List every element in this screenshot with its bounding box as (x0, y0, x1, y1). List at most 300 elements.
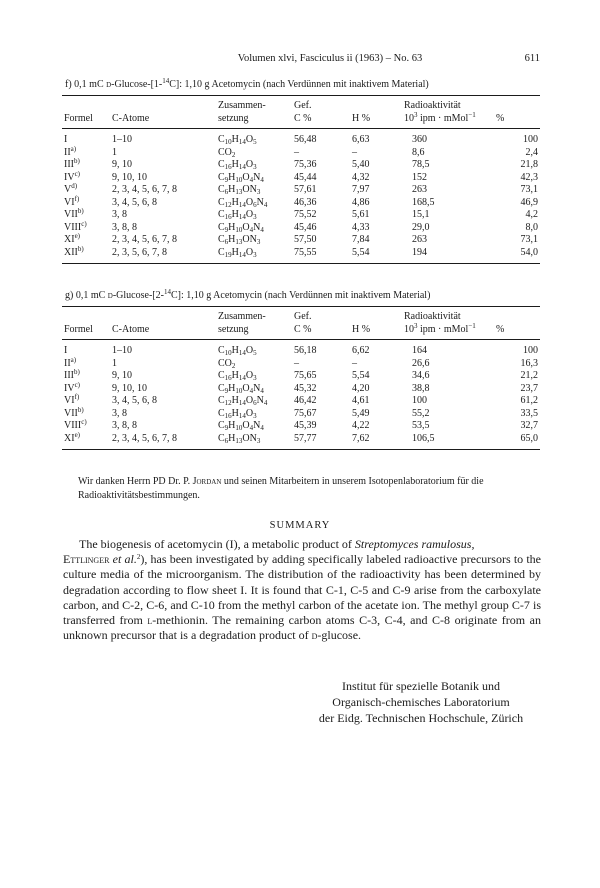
caption-text: -Glucose-[2- (112, 290, 164, 301)
cell-formula (216, 370, 292, 383)
cell-pct: 100 (523, 345, 538, 356)
formula-count: 9 (224, 225, 229, 234)
formula-element: O (245, 246, 254, 258)
cell-h-pct: 4,20 (352, 382, 370, 394)
cell-c-atome: 2, 3, 4, 5, 6, 7, 8 (112, 184, 177, 195)
table-row (62, 420, 540, 433)
formel-numeral: IV (64, 382, 75, 394)
cell-c-pct: 45,44 (294, 171, 317, 183)
cell-formel (62, 355, 110, 371)
affiliation (296, 678, 546, 726)
journal-citation: Volumen xlvi, Fasciculus ii (1963) – No. 63 (237, 53, 423, 64)
formel-numeral: XII (64, 246, 78, 258)
header-c-pct: C % (292, 113, 350, 129)
formula-count: 3 (253, 250, 257, 259)
formula-element: H (231, 134, 239, 145)
cell-pct: 8,0 (525, 221, 538, 233)
formula-element: H (231, 209, 239, 220)
cell-h-pct: 7,84 (352, 234, 370, 245)
cell-h-pct: 5,54 (350, 247, 402, 264)
ipm-unit: ipm · mMol (417, 112, 469, 124)
formula-count: 4 (263, 200, 268, 209)
caption-text: -Glucose-[1- (111, 79, 163, 90)
table-row (62, 147, 540, 160)
cell-ipm: 38,8 (412, 382, 430, 394)
cell-ipm: 106,5 (402, 433, 494, 450)
formula-count: 4 (249, 386, 254, 395)
cell-c-atome: 9, 10 (112, 159, 132, 170)
formel-numeral: VIII (64, 420, 82, 431)
header-blank (494, 307, 540, 324)
header-h-pct: H % (350, 113, 402, 129)
cell-formula (216, 184, 292, 197)
cell-ipm: 15,1 (412, 209, 430, 220)
cell-h-pct: 5,54 (352, 370, 370, 381)
formula-element: H (231, 246, 239, 258)
formel-numeral: VI (64, 196, 75, 208)
cell-formula (216, 172, 292, 185)
formula-count: 12 (224, 200, 232, 209)
cell-formula (216, 234, 292, 247)
formula-element: N (256, 395, 264, 406)
cell-c-pct: 56,18 (294, 345, 317, 356)
formula-count: 3 (253, 163, 257, 171)
summary-text: -glucose. (317, 628, 362, 643)
formula-count: 14 (238, 399, 246, 407)
table-f-caption (65, 79, 429, 90)
cell-formel (62, 340, 110, 358)
cell-h-pct: 5,61 (352, 209, 370, 220)
cell-c-atome: 1–10 (112, 345, 132, 356)
cell-c-atome: 3, 4, 5, 6, 8 (112, 395, 157, 406)
formel-numeral: II (64, 357, 71, 369)
cell-c-atome: 9, 10 (112, 370, 132, 381)
summary-title: SUMMARY (269, 520, 331, 531)
formula-count: 14 (238, 250, 246, 259)
formel-numeral: I (64, 345, 68, 356)
cell-c-atome: 1 (112, 146, 117, 158)
cell-c-pct: 56,48 (294, 134, 317, 145)
cell-ipm: 164 (412, 345, 427, 356)
cell-ipm: 263 (412, 234, 427, 245)
formula-element: C (218, 134, 225, 145)
formel-footnote: f) (74, 194, 80, 203)
header-blank (62, 96, 110, 113)
cell-pct: 65,0 (494, 433, 540, 450)
formula-element: C (218, 246, 225, 258)
table-f (62, 95, 540, 264)
formula-element: O (245, 345, 254, 356)
header-gef: Gef. (292, 307, 350, 324)
cell-h-pct: 5,40 (352, 159, 370, 170)
formula-count: 13 (235, 436, 243, 445)
formula-count: 9 (224, 175, 229, 184)
cell-c-atome: 3, 4, 5, 6, 8 (112, 196, 157, 208)
cell-pct: 46,9 (520, 196, 538, 208)
formula-element: N (253, 221, 261, 233)
formula-count: 4 (260, 424, 264, 432)
ipm-exp: 3 (414, 321, 418, 330)
formula-count: 14 (238, 200, 246, 209)
formel-numeral: VIII (64, 221, 82, 233)
formula-element: H (231, 196, 239, 208)
cell-formula (216, 383, 292, 396)
header-blank (350, 96, 402, 113)
cell-h-pct: – (352, 357, 357, 369)
cell-c-pct: 46,42 (294, 395, 317, 406)
formula-element: O (245, 159, 254, 170)
cell-pct: 21,2 (520, 370, 538, 381)
cell-formula (216, 159, 292, 172)
formula-element: C (218, 370, 225, 381)
species-name: Streptomyces ramulosus, (354, 537, 475, 551)
cell-c-atome: 9, 10, 10 (112, 171, 147, 183)
table-row (62, 172, 540, 185)
cell-h-pct: 4,61 (352, 395, 370, 406)
cell-h-pct: 5,49 (352, 407, 370, 419)
cell-formel (62, 244, 110, 264)
formula-count: 6 (224, 436, 229, 445)
formula-count: 9 (224, 424, 229, 432)
formel-footnote: c) (81, 418, 87, 426)
header-ipm (402, 321, 494, 340)
header-zusammen: Zusammen- (216, 96, 292, 113)
formel-footnote: b) (77, 207, 84, 215)
formel-footnote: b) (77, 405, 84, 414)
cell-formel (62, 219, 110, 235)
formula-element: O (245, 370, 254, 381)
formula-element: C (218, 345, 225, 356)
formula-element: O (242, 382, 250, 394)
ipm-exp: 3 (414, 110, 418, 119)
formula-element: O (242, 420, 250, 431)
author-name: Ettlinger (63, 552, 110, 567)
formula-count: 4 (249, 175, 254, 184)
cell-c-atome: 3, 8 (112, 209, 127, 220)
formel-numeral: I (64, 134, 68, 145)
cell-pct: 21,8 (520, 159, 538, 170)
ack-name: Jordan (192, 476, 222, 487)
page-number: 611 (524, 53, 540, 64)
header-radio: Radioaktivität (402, 96, 494, 113)
formula-count: 16 (224, 411, 232, 420)
cell-formel (62, 159, 110, 172)
cell-ipm: 55,2 (412, 407, 430, 419)
formel-footnote: e) (74, 430, 81, 439)
cell-c-atome: 1 (112, 357, 117, 369)
header-blank (110, 307, 216, 324)
formel-footnote: a) (70, 144, 77, 153)
cell-h-pct: 6,62 (352, 345, 370, 356)
formula-count: 9 (224, 386, 229, 395)
cell-formel (62, 380, 110, 396)
formula-element: O (242, 171, 250, 183)
cell-pct: 23,7 (520, 382, 538, 394)
formula-element: ON (242, 432, 257, 444)
formula-element: N (253, 171, 261, 183)
caption-d: d (107, 290, 113, 301)
cell-formula (216, 222, 292, 235)
formula-count: 16 (224, 163, 232, 171)
formel-footnote: e) (74, 232, 81, 240)
cell-pct: 100 (523, 134, 538, 145)
cell-ipm: 152 (412, 171, 427, 183)
cell-formel (62, 395, 110, 408)
ipm-unit: ipm · mMol (417, 323, 469, 335)
header-gef: Gef. (292, 96, 350, 113)
affiliation-line: Institut für spezielle Botanik und (342, 679, 500, 693)
cell-pct: 2,4 (525, 146, 538, 158)
formula-count: 14 (238, 213, 246, 221)
header-ipm (402, 110, 494, 129)
table-g-caption (65, 290, 430, 301)
formel-footnote: c) (81, 219, 87, 228)
ack-text: Wir danken Herrn PD Dr. P. (78, 476, 193, 487)
formula-count: 2 (231, 150, 236, 159)
cell-formel (62, 129, 110, 147)
formula-count: 16 (224, 374, 232, 382)
formel-footnote: f) (74, 393, 80, 401)
formula-count: 10 (235, 424, 243, 432)
formula-count: 6 (224, 188, 229, 196)
formula-element: N (253, 382, 261, 394)
cell-h-pct: 4,86 (352, 196, 370, 208)
formula-element: O (245, 196, 254, 208)
header-h-pct: H % (350, 324, 402, 340)
formula-element: N (253, 420, 261, 431)
cell-c-pct: 45,46 (294, 221, 317, 233)
cell-h-pct: 6,63 (352, 134, 370, 145)
formula-element: H (231, 159, 239, 170)
formula-count: 16 (224, 213, 232, 221)
table-row (62, 129, 540, 147)
formula-element: CO (218, 146, 232, 158)
formula-count: 14 (238, 349, 246, 357)
formula-element: C (218, 395, 225, 406)
formel-footnote: b) (77, 244, 84, 253)
summary-text: -methionin. The remaining carbon atoms C-3, C-4, and C-8 originate from an unknown precursor that is a degradation product of (63, 613, 541, 643)
formula-count: 4 (260, 386, 264, 395)
formula-count: 13 (235, 188, 243, 196)
formula-element: C (218, 196, 225, 208)
formula-count: 4 (260, 175, 264, 184)
formel-numeral: IV (64, 171, 75, 183)
formula-element: ON (242, 184, 257, 195)
caption-isotope: 14 (162, 77, 170, 85)
formel-footnote: c) (74, 380, 81, 389)
formel-numeral: XI (64, 432, 75, 444)
summary-d: d (311, 628, 318, 643)
cell-c-atome: 9, 10, 10 (112, 382, 147, 394)
cell-formula (216, 197, 292, 210)
formula-element: H (228, 221, 236, 233)
formula-count: 14 (238, 411, 246, 420)
formula-count: 4 (260, 225, 264, 234)
table-row (62, 383, 540, 396)
cell-ipm: 194 (402, 247, 494, 264)
header-blank (110, 96, 216, 113)
cell-ipm: 34,6 (412, 370, 430, 381)
cell-pct: 33,5 (520, 407, 538, 419)
cell-h-pct: 7,97 (352, 184, 370, 195)
header-pct: % (494, 324, 540, 340)
formula-count: 13 (235, 238, 243, 246)
formula-element: H (228, 184, 236, 195)
formula-element: C (218, 382, 225, 394)
cell-pct: 73,1 (520, 234, 538, 245)
formula-count: 10 (235, 225, 243, 234)
table-row (62, 247, 540, 264)
formula-element: H (228, 432, 236, 444)
formula-element: H (228, 171, 236, 183)
formula-count: 3 (256, 238, 261, 246)
cell-c-pct: 46,36 (294, 196, 317, 208)
header-blank (62, 307, 110, 324)
ipm-base: 10 (404, 112, 414, 124)
formula-count: 19 (224, 250, 232, 259)
cell-pct: 73,1 (520, 184, 538, 195)
cell-ipm: 29,0 (412, 221, 430, 233)
header-setzung: setzung (216, 324, 292, 340)
table-row (62, 234, 540, 247)
formula-element: O (245, 209, 254, 220)
cell-formula (216, 395, 292, 408)
et-al: et al. (112, 552, 137, 567)
acknowledgement (78, 475, 540, 503)
table-row (62, 370, 540, 383)
cell-h-pct: 4,32 (352, 171, 370, 183)
header-catome: C-Atome (110, 113, 216, 129)
cell-h-pct: 4,33 (352, 221, 370, 233)
cell-ipm: 78,5 (412, 159, 430, 170)
cell-ipm: 168,5 (412, 196, 435, 208)
formula-count: 10 (235, 386, 243, 395)
cell-formel (62, 184, 110, 197)
formula-count: 5 (253, 138, 257, 146)
caption-text: f) 0,1 mC (65, 79, 107, 90)
formula-element: C (218, 420, 225, 431)
table-row (62, 395, 540, 408)
header-formel: Formel (62, 324, 110, 340)
table-row (62, 433, 540, 450)
header-catome: C-Atome (110, 324, 216, 340)
cell-c-pct: 57,77 (292, 433, 350, 450)
summary-l: l (147, 613, 153, 628)
cell-formel (62, 370, 110, 383)
formula-element: N (256, 196, 264, 208)
cell-c-atome: 2, 3, 4, 5, 6, 7, 8 (112, 234, 177, 245)
reference-number: 2 (136, 553, 141, 562)
cell-formula (216, 340, 292, 358)
ipm-unit-exp: −1 (468, 110, 476, 119)
formel-footnote: c) (74, 169, 81, 178)
formula-count: 3 (253, 213, 257, 221)
ipm-base: 10 (404, 323, 414, 335)
table-row (62, 222, 540, 235)
cell-c-atome: 2, 3, 5, 6, 7, 8 (110, 247, 216, 264)
header-radio: Radioaktivität (402, 307, 494, 324)
cell-formel (62, 169, 110, 185)
formula-count: 2 (231, 361, 236, 370)
formula-count: 14 (238, 374, 246, 382)
cell-c-pct: 57,61 (294, 184, 317, 195)
cell-c-pct: 45,39 (294, 420, 317, 431)
formula-count: 12 (224, 399, 232, 407)
formula-count: 3 (256, 188, 261, 196)
cell-c-pct: – (294, 357, 299, 369)
caption-text: C]: 1,10 g Acetomycin (nach Verdünnen mit inaktivem Material) (169, 79, 429, 90)
formula-element: CO (218, 357, 232, 369)
cell-c-atome: 2, 3, 4, 5, 6, 7, 8 (110, 433, 216, 450)
formula-element: H (231, 370, 239, 381)
formula-count: 4 (249, 225, 254, 234)
cell-h-pct: 7,62 (350, 433, 402, 450)
formula-element: H (228, 420, 236, 431)
formula-count: 6 (253, 399, 257, 407)
formula-count: 14 (238, 138, 246, 146)
cell-formula (216, 129, 292, 147)
cell-pct: 42,3 (520, 171, 538, 183)
formula-element: C (218, 209, 225, 220)
formel-numeral: II (64, 146, 71, 158)
formula-element: O (245, 407, 254, 419)
cell-ipm: 263 (412, 184, 427, 195)
table-row (62, 197, 540, 210)
cell-c-pct: 75,65 (294, 370, 317, 381)
header-blank (350, 307, 402, 324)
cell-pct: 16,3 (520, 357, 538, 369)
cell-formel (62, 420, 110, 433)
summary-text: ), has been investigated by adding specifically labeled radioactive precursors to the culture media of the microorganism. The distribution of the radioactivity has been determined by degradation according to flow sheet I. It is found that C-1, C-5 and C-9 arise from the carboxylate carbon, and C-2, C-6, and C-10 from the methyl carbon of the acetate ion. The methyl group C-7 is transferred from (63, 552, 542, 628)
header-blank (494, 96, 540, 113)
formel-numeral: XI (64, 234, 75, 245)
table-row (62, 358, 540, 371)
caption-d: d (106, 79, 112, 90)
header-formel: Formel (62, 113, 110, 129)
cell-formel (62, 144, 110, 160)
cell-pct: 61,2 (520, 395, 538, 406)
cell-h-pct: 4,22 (352, 420, 370, 431)
header-zusammen: Zusammen- (216, 307, 292, 324)
table-row (62, 209, 540, 222)
cell-h-pct: – (352, 146, 357, 158)
formel-numeral: VII (64, 209, 78, 220)
formel-numeral: VII (64, 407, 78, 419)
cell-c-atome: 3, 8, 8 (112, 420, 137, 431)
formula-element: C (218, 159, 225, 170)
formula-count: 3 (253, 411, 257, 420)
formula-element: H (231, 407, 239, 419)
formula-count: 3 (253, 374, 257, 382)
formula-count: 5 (253, 349, 257, 357)
formula-element: C (218, 234, 225, 245)
ipm-unit-exp: −1 (468, 321, 476, 330)
formula-element: C (218, 407, 225, 419)
cell-formula (216, 420, 292, 433)
formel-numeral: V (64, 184, 72, 195)
cell-formula (216, 433, 292, 450)
cell-pct: 32,7 (520, 420, 538, 431)
table-row (62, 408, 540, 421)
formula-count: 4 (249, 424, 254, 432)
table-row (62, 340, 540, 358)
header-setzung: setzung (216, 113, 292, 129)
formula-count: 10 (224, 138, 232, 146)
cell-formula (216, 209, 292, 222)
formula-count: 14 (238, 163, 246, 171)
cell-c-pct: – (294, 146, 299, 158)
formula-count: 6 (253, 200, 257, 209)
